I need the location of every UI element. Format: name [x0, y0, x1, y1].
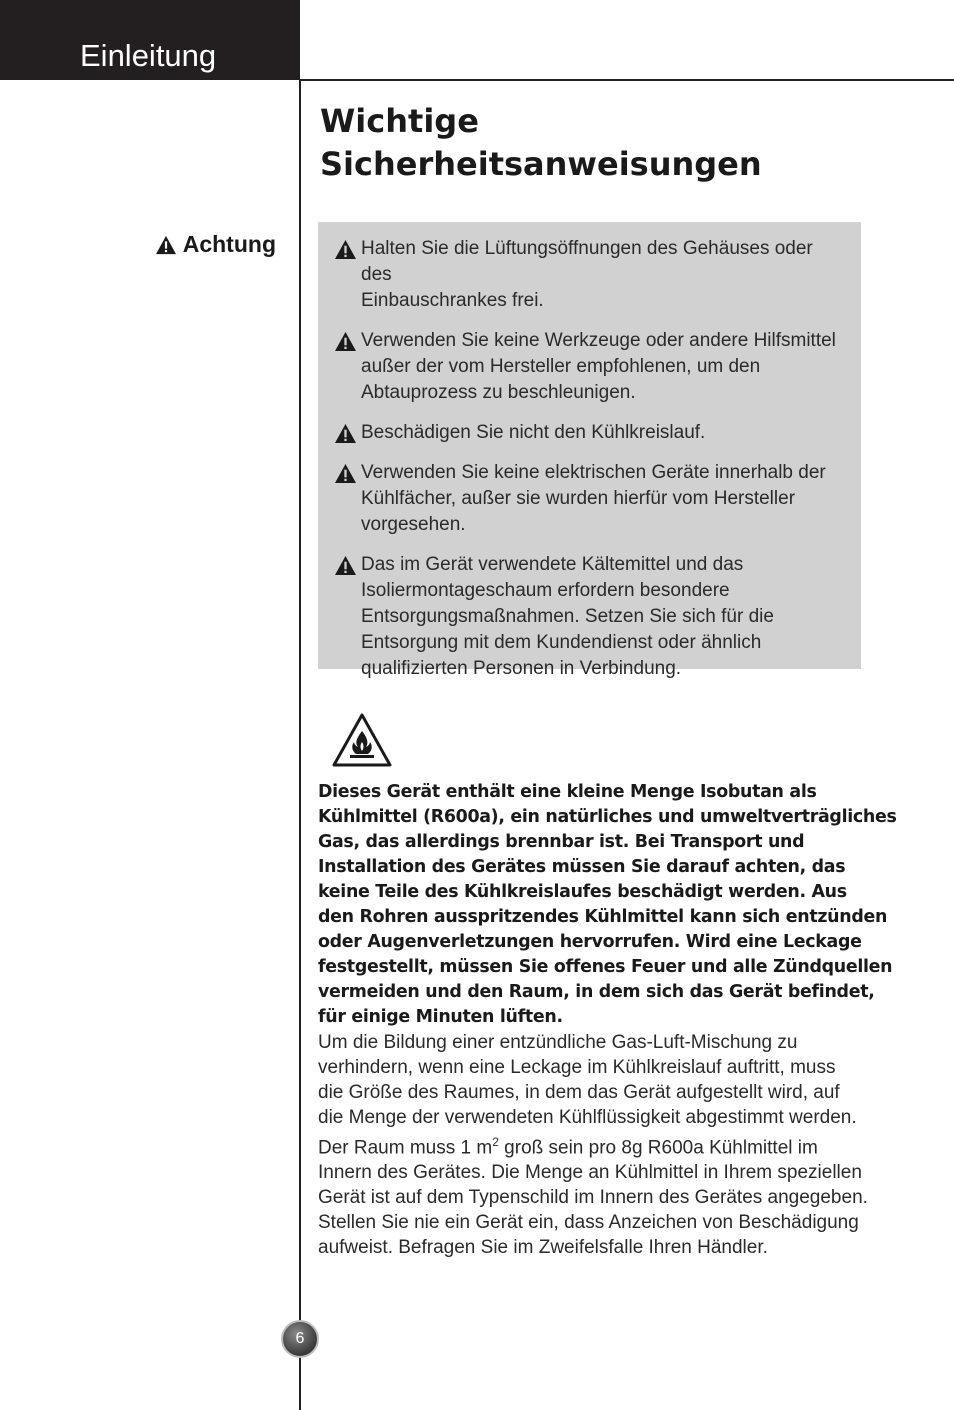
warning-item-line: Verwenden Sie keine elektrischen Geräte innerhalb der: [361, 462, 826, 483]
room-size-notice-line: [318, 1130, 918, 1160]
caution-label-text: Achtung: [182, 231, 276, 257]
flammable-notice-line: oder Augenverletzungen hervorrufen. Wird eine Leckage: [318, 932, 862, 952]
flammable-notice-line: Kühlmittel (R600a), ein natürliches und umweltverträgliches: [318, 807, 897, 827]
unit-line-end: groß sein pro 8g R600a Kühlmittel im: [498, 1137, 818, 1159]
warning-item: [334, 420, 845, 446]
warning-triangle-icon: [334, 239, 357, 260]
warning-item-line: Beschädigen Sie nicht den Kühlkreislauf.: [361, 422, 706, 443]
unit-line-start: Der Raum muss 1 m: [318, 1137, 493, 1159]
room-size-notice-line: Stellen Sie nie ein Gerät ein, dass Anzeichen von Beschädigung: [318, 1212, 859, 1234]
flammable-notice-line: den Rohren ausspritzendes Kühlmittel kann sich entzünden: [318, 907, 888, 927]
page-title: [320, 100, 762, 186]
flammable-notice-line: Dieses Gerät enthält eine kleine Menge Isobutan als: [318, 782, 817, 802]
warning-triangle-icon: [334, 463, 357, 484]
page-number: 6: [295, 1330, 305, 1347]
flammable-notice-line: Installation des Gerätes müssen Sie darauf achten, das: [318, 857, 846, 877]
flammable-notice-line: vermeiden und den Raum, in dem sich das Gerät befindet,: [318, 982, 875, 1002]
flammable-notice-line: keine Teile des Kühlkreislaufes beschädigt werden. Aus: [318, 882, 847, 902]
unit-superscript: 2: [492, 1135, 499, 1149]
flammable-notice: [318, 780, 918, 1030]
flammable-notice-line: Gas, das allerdings brennbar ist. Bei Transport und: [318, 832, 805, 852]
warning-item-line: vorgesehen.: [361, 514, 466, 535]
warning-item: [334, 460, 845, 538]
flammable-fire-icon: [332, 713, 392, 767]
page-number-badge: [281, 1320, 319, 1358]
warning-item-line: Entsorgung mit dem Kundendienst oder ähnlich: [361, 632, 762, 653]
flammable-notice-line: festgestellt, müssen Sie offenes Feuer und alle Zündquellen: [318, 957, 893, 977]
room-size-notice-line: Innern des Gerätes. Die Menge an Kühlmittel in Ihrem speziellen: [318, 1162, 862, 1184]
warning-item-line: Das im Gerät verwendete Kältemittel und das: [361, 554, 744, 575]
warning-item-line: Einbauschrankes frei.: [361, 290, 544, 311]
warning-item-line: Isoliermontageschaum erfordern besondere: [361, 580, 730, 601]
room-size-notice-line: aufweist. Befragen Sie im Zweifelsfalle Ihren Händler.: [318, 1237, 768, 1259]
room-size-notice: [318, 1030, 918, 1260]
section-title: Einleitung: [80, 38, 217, 73]
warning-item-line: Halten Sie die Lüftungsöffnungen des Gehäuses oder des: [361, 238, 813, 285]
room-size-notice-line: Um die Bildung einer entzündliche Gas-Luft-Mischung zu: [318, 1032, 798, 1053]
header-rule: [300, 79, 954, 81]
vertical-divider: [299, 80, 301, 1410]
room-size-notice-line: verhindern, wenn eine Leckage im Kühlkreislauf auftritt, muss: [318, 1057, 836, 1078]
room-size-notice-line: Gerät ist auf dem Typenschild im Innern des Gerätes angegeben.: [318, 1187, 868, 1209]
warning-triangle-icon: [155, 235, 177, 255]
warning-triangle-icon: [334, 331, 357, 352]
warning-item: [334, 236, 845, 314]
warning-item: [334, 552, 845, 682]
warning-item-line: außer der vom Hersteller empfohlenen, um den: [361, 356, 761, 377]
room-size-notice-line: die Größe des Raumes, in dem das Gerät aufgestellt wird, auf: [318, 1082, 840, 1103]
warning-item-line: Abtauprozess zu beschleunigen.: [361, 382, 636, 403]
warning-item: [334, 328, 845, 406]
caution-label: [155, 231, 276, 258]
section-header-tab: [0, 0, 300, 80]
warning-item-line: Kühlfächer, außer sie wurden hierfür vom Hersteller: [361, 488, 796, 509]
warning-item-line: Verwenden Sie keine Werkzeuge oder andere Hilfsmittel: [361, 330, 836, 351]
warning-triangle-icon: [334, 555, 357, 576]
warning-item-line: Entsorgungsmaßnahmen. Setzen Sie sich für die: [361, 606, 774, 627]
page-title-line1: Wichtige: [320, 102, 479, 140]
warning-triangle-icon: [334, 423, 357, 444]
flammable-notice-line: für einige Minuten lüften.: [318, 1007, 563, 1027]
room-size-notice-line: die Menge der verwendeten Kühlflüssigkeit abgestimmt werden.: [318, 1107, 857, 1128]
warning-item-line: qualifizierten Personen in Verbindung.: [361, 658, 682, 679]
warning-box: [318, 222, 861, 679]
page-title-line2: Sicherheitsanweisungen: [320, 145, 762, 183]
